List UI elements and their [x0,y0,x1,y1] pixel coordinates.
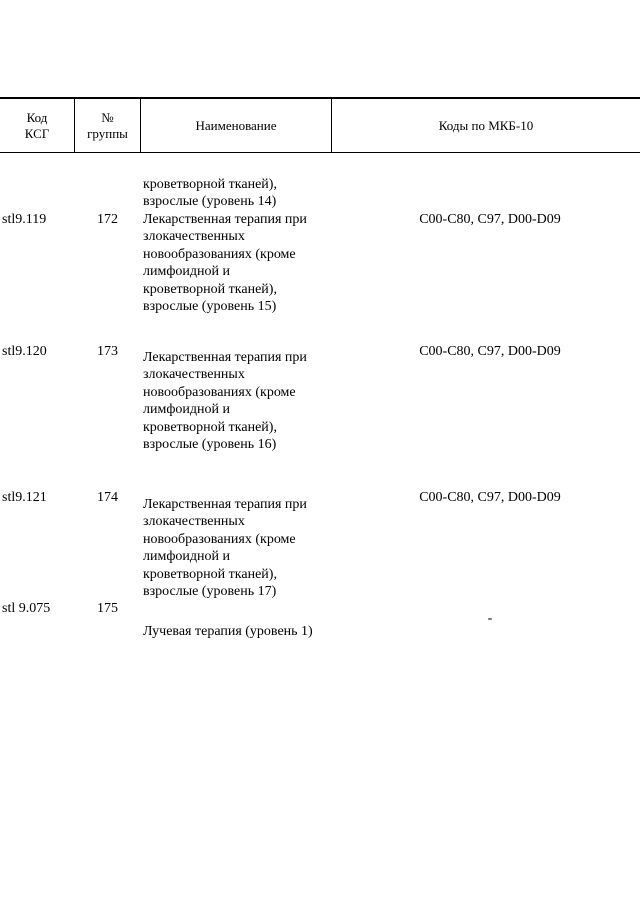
row-175-code: stl 9.075 [2,601,51,616]
name-line: кроветворной тканей), [143,281,277,297]
header-bottom-rule [0,152,640,153]
name-line: взрослые (уровень 16) [143,437,277,453]
name-line: новообразованиях (кроме [143,246,296,262]
row-174-code: stl9.121 [2,490,47,505]
row-173-name [143,349,307,453]
row-174-name [143,496,307,600]
header-code [0,110,74,142]
row-173-code: stl9.120 [2,344,47,359]
row-174-mkb: C00-C80, C97, D00-D09 [419,490,561,505]
row-172-mkb: C00-C80, C97, D00-D09 [419,212,561,227]
name-line: злокачественных [143,514,245,530]
header-name: Наименование [195,118,277,133]
header-mkb: Коды по МКБ-10 [438,118,534,133]
header-group-number [75,110,140,142]
name-line: взрослые (уровень 17) [143,584,277,600]
name-line: кроветворной тканей), [143,419,277,435]
row-175-name [143,623,313,640]
row-174-num: 174 [97,490,118,505]
name-line: злокачественных [143,367,245,383]
row-172-num: 172 [97,212,118,227]
continuation-text [143,176,277,211]
name-line: лимфоидной и [143,402,231,418]
header-top-rule [0,97,640,99]
name-line: Лекарственная терапия при [143,212,307,227]
continuation-line: кроветворной тканей), [143,177,277,192]
header-code-line1: Код [26,110,48,125]
row-175-num: 175 [97,601,118,616]
header-num-line1: № [101,110,114,125]
name-line: лимфоидной и [143,264,231,280]
name-line: новообразованиях (кроме [143,531,296,547]
name-line: Лекарственная терапия при [143,497,307,512]
name-line: Лекарственная терапия при [143,350,307,365]
name-line: новообразованиях (кроме [143,384,296,400]
name-line: злокачественных [143,229,245,245]
header-code-line2: КСГ [24,126,50,141]
name-line: лимфоидной и [143,549,231,565]
row-173-mkb: C00-C80, C97, D00-D09 [419,344,561,359]
name-line: взрослые (уровень 15) [143,299,277,315]
row-173-num: 173 [97,344,118,359]
name-line: кроветворной тканей), [143,566,277,582]
row-172-name [143,211,307,315]
row-175-mkb: - [487,611,493,626]
continuation-line: взрослые (уровень 14) [143,194,277,210]
row-172-code: stl9.119 [2,212,47,227]
header-num-line2: группы [87,126,128,141]
name-line: Лучевая терапия (уровень 1) [143,624,313,639]
